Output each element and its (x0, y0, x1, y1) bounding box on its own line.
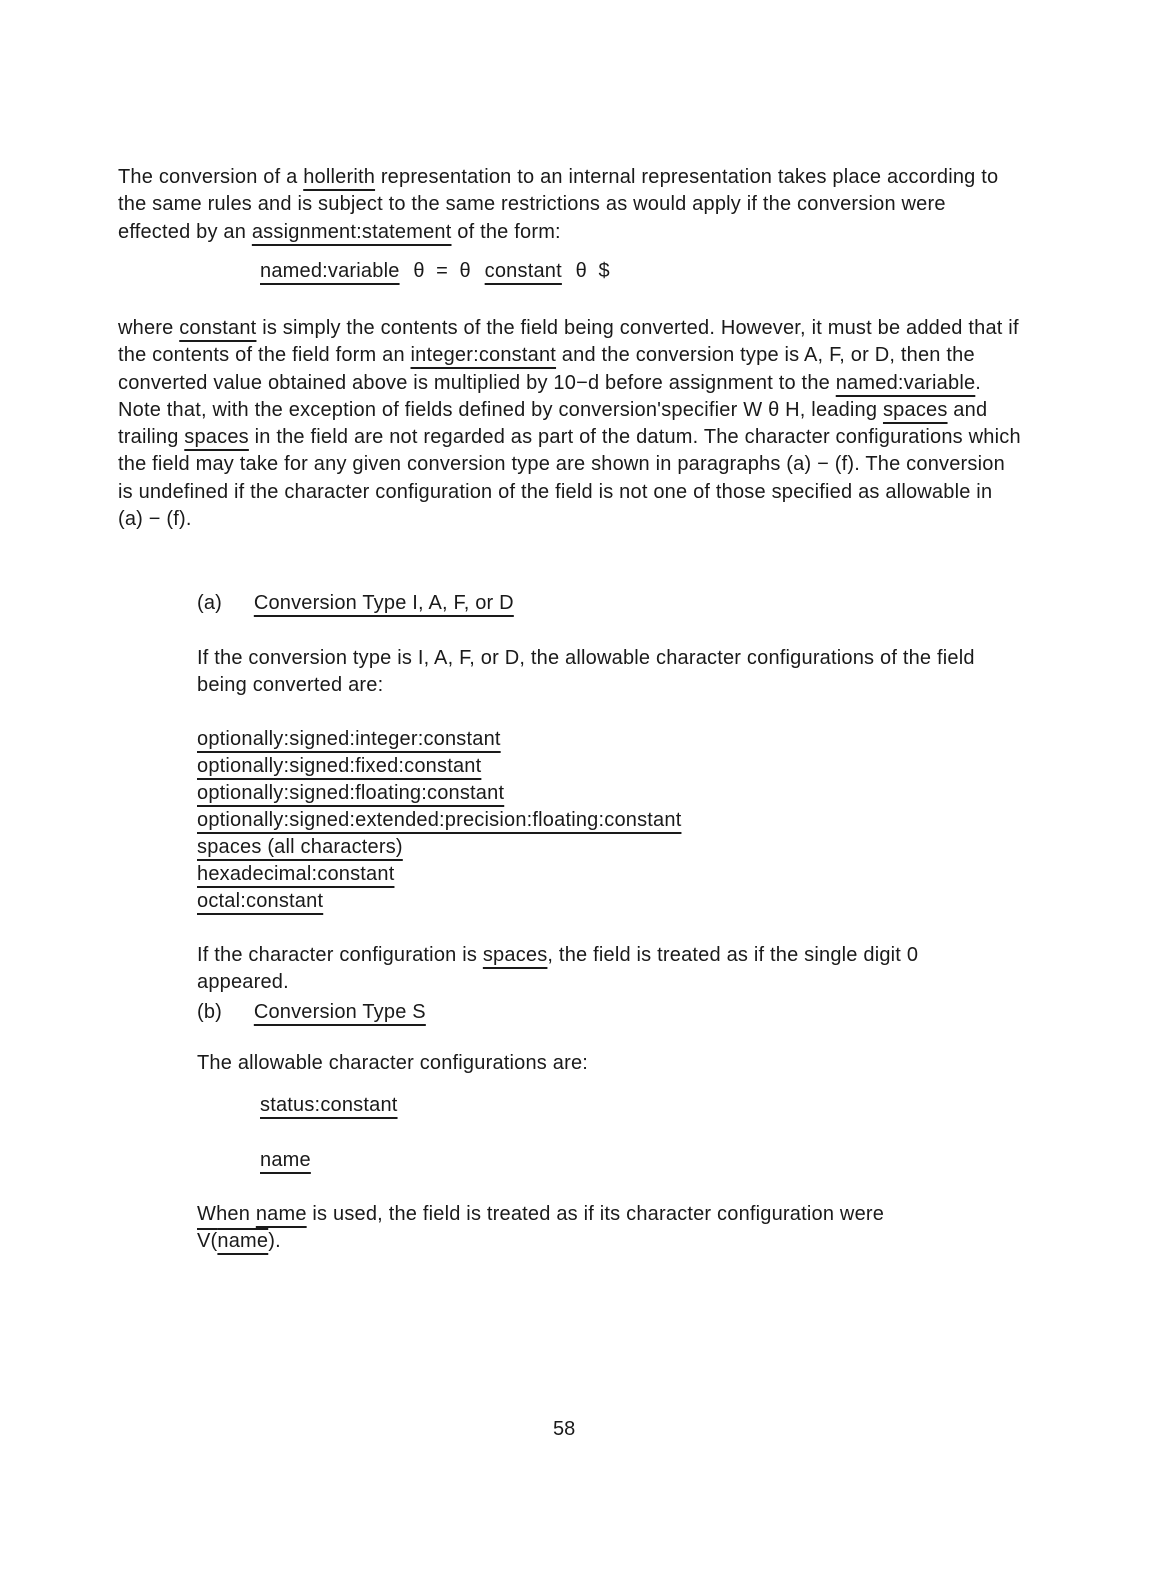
formula-operators: θ $ (575, 260, 610, 282)
text-run: is simply the contents of the field being converted. However, it must be added that if the contents of the field form an (118, 317, 1019, 367)
text-run: , the field is treated as if the single digit 0 appeared. (197, 944, 919, 994)
term-constant: constant (484, 260, 562, 282)
text-run: If the conversion type is I, A, F, or D, the allowable character configurations of the field being converted are: (197, 647, 975, 697)
text-run: The conversion of a (118, 166, 304, 188)
text-run: When (197, 1203, 256, 1225)
formula-line (260, 258, 610, 285)
term-spaces: spaces (184, 426, 249, 449)
page-number: 58 (553, 1418, 576, 1440)
section-title: Conversion Type I, A, F, or D (253, 592, 514, 614)
text-run: where (118, 317, 180, 339)
text-run: V( (197, 1230, 218, 1253)
term-named-variable: named:variable (835, 371, 976, 394)
term-named-variable: named:variable (260, 260, 400, 282)
term-spaces: spaces (882, 398, 948, 421)
list-item-status-constant: status:constant (260, 1094, 398, 1116)
list-item: spaces (all characters) (197, 836, 403, 858)
section-b-intro (197, 1050, 588, 1077)
list-item: optionally:signed:floating:constant (197, 782, 505, 804)
section-a-note (197, 942, 987, 997)
term-assignment-statement: assignment:statement (251, 220, 452, 243)
list-item-name: name (260, 1149, 311, 1171)
paragraph-conversion-rules (118, 315, 1023, 533)
term-name: name (217, 1230, 269, 1253)
text-run: is used, the field is treated as if its character configuration were (306, 1203, 885, 1225)
list-item: optionally:signed:integer:constant (197, 728, 501, 750)
term-integer-constant: integer:constant (410, 344, 557, 367)
text-run: . Note that, with the exception of fields defined by conversion'specifier W θ H, leading (118, 371, 982, 421)
formula-operators: θ = θ (413, 260, 471, 282)
term-constant: constant (179, 317, 257, 339)
section-label: (a) (197, 592, 223, 614)
text-run: representation to an internal representation takes place according to the same rules and is subject to the same restrictions as would apply if the conversion were effected by an (118, 166, 999, 243)
text-run: and trailing (118, 398, 988, 449)
section-b-heading (197, 999, 426, 1026)
text-run: If the character configuration is (197, 944, 483, 966)
section-a-intro (197, 645, 1017, 700)
text-run: The allowable character configurations are: (197, 1052, 589, 1074)
text-run: in the field are not regarded as part of the datum. The character configurations which the field may take for any given conversion type are shown in paragraphs (a) − (f). The conversion is undefined if the character configuration of the field is not one of those specified as allowable in (a) − (f). (118, 426, 1021, 531)
section-title: Conversion Type S (253, 1001, 426, 1023)
list-item: optionally:signed:extended:precision:floating:constant (197, 809, 682, 831)
text-run: and the conversion type is A, F, or D, then the converted value obtained above is multiplied by 10−d before assignment to the (118, 344, 975, 394)
term-name: name (255, 1203, 307, 1225)
term-hollerith: hollerith (303, 166, 376, 188)
list-item: hexadecimal:constant (197, 863, 395, 885)
section-a-heading (197, 590, 514, 617)
section-b-note (197, 1201, 957, 1256)
list-item: octal:constant (197, 890, 324, 912)
list-item: optionally:signed:fixed:constant (197, 755, 482, 777)
term-spaces: spaces (482, 944, 548, 966)
paragraph-hollerith-conversion (118, 164, 1018, 246)
configuration-list-a (197, 726, 681, 915)
text-run: of the form: (451, 220, 561, 243)
text-run: ). (268, 1230, 281, 1253)
section-label: (b) (197, 1001, 223, 1023)
